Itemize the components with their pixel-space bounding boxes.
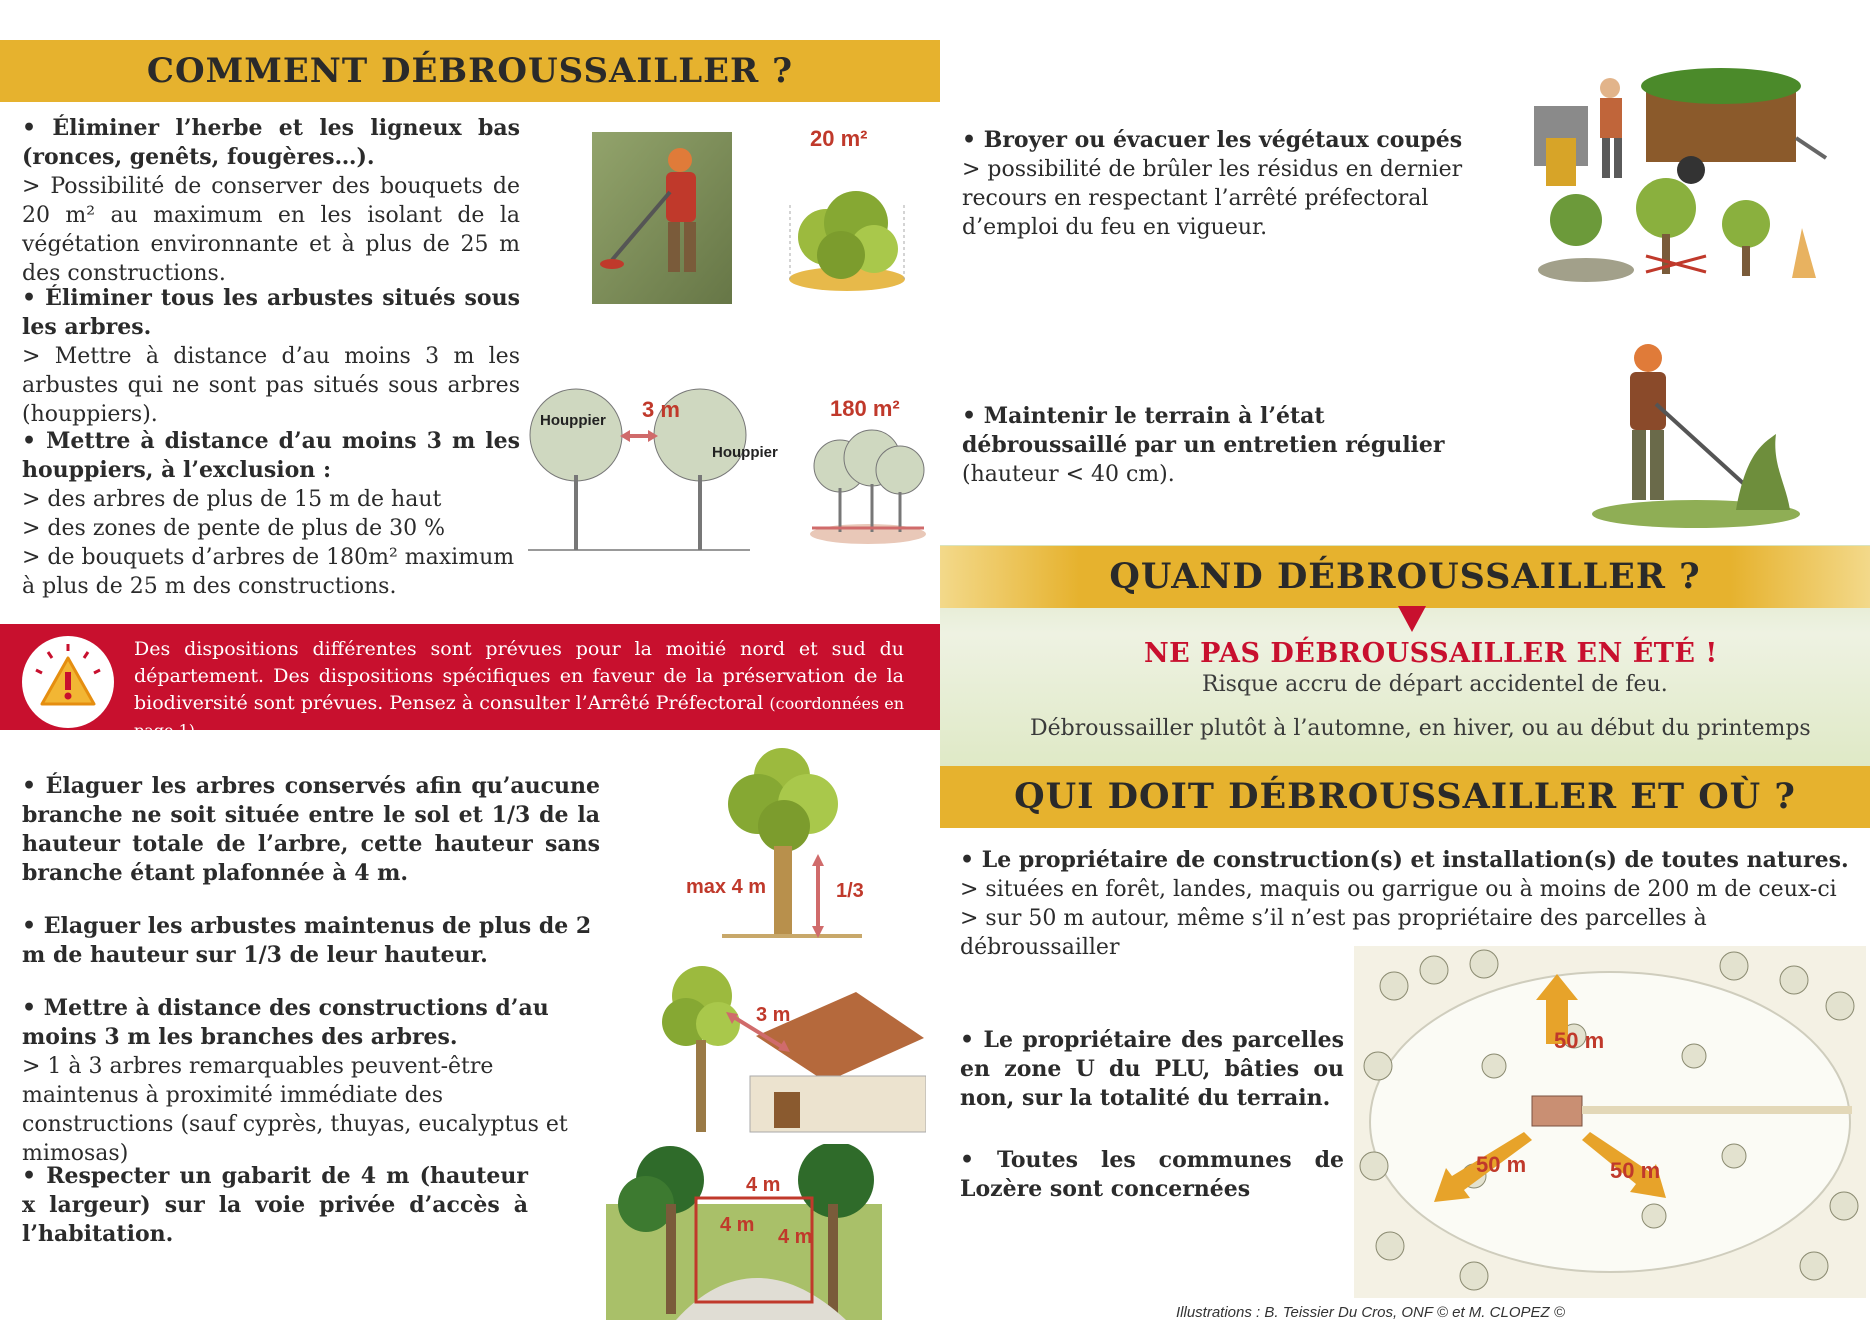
label-1-3: 1/3	[836, 880, 864, 902]
comment-banner	[0, 40, 940, 102]
label-20m2: 20 m²	[810, 126, 868, 151]
block-head: • Éliminer l’herbe et les ligneux bas (ronces, genêts, fougères…).	[22, 115, 520, 170]
brushcutter-worker-illustration	[592, 132, 732, 304]
block-head: • Toutes les communes de Lozère sont concernées	[960, 1147, 1344, 1202]
label-50m-left: 50 m	[1476, 1152, 1527, 1177]
block-broyer	[962, 126, 1492, 242]
block-eliminer-herbe	[22, 114, 520, 288]
block-houppiers	[22, 427, 520, 601]
block-maintenir	[962, 402, 1492, 489]
block-proprietaire-parcelles	[960, 1026, 1344, 1113]
block-elaguer-arbustes	[22, 912, 600, 970]
tree-pruning-illustration	[722, 746, 872, 942]
label-3m: 3 m	[642, 397, 680, 422]
shredder-trailer-illustration	[1516, 58, 1828, 308]
bush-20m2-illustration	[786, 165, 908, 295]
houppiers-distance-illustration	[528, 380, 750, 555]
block-sub-line: > sur 50 m autour, même s’il n’est pas propriétaire des parcelles à débroussailler	[960, 906, 1707, 960]
block-sub: > Mettre à distance d’au moins 3 m les arbustes qui ne sont pas situés sous arbres (houppiers).	[22, 344, 520, 427]
block-head: • Élaguer les arbres conservés afin qu’aucune branche ne soit située entre le sol et 1/3 de la hauteur totale de l’arbre, cette hauteur sans branche étant plafonnée à 4 m.	[22, 773, 600, 886]
house-perimeter-illustration	[1354, 946, 1866, 1298]
block-proprietaire-construction	[960, 846, 1860, 962]
block-gabarit	[22, 1162, 528, 1249]
qui-title: QUI DOIT DÉBROUSSAILLER ET OÙ ?	[1014, 776, 1796, 817]
block-head: • Maintenir le terrain à l’état débroussaillé par un entretien régulier	[962, 403, 1445, 458]
quand-title: QUAND DÉBROUSSAILLER ?	[1109, 556, 1701, 597]
label-gabarit-right: 4 m	[778, 1226, 813, 1248]
block-sub: > possibilité de brûler les résidus en dernier recours en respectant l’arrêté préfectoral d’emploi du feu en vigueur.	[962, 157, 1463, 240]
qui-banner	[940, 766, 1870, 828]
alert-banner	[0, 624, 940, 740]
alert-text	[134, 636, 904, 744]
label-50m-right: 50 m	[1610, 1158, 1661, 1183]
block-head: • Mettre à distance des constructions d’au moins 3 m les branches des arbres.	[22, 995, 549, 1050]
block-sub-line: > situées en forêt, landes, maquis ou garrigue ou à moins de 200 m de ceux-ci	[960, 877, 1837, 902]
alert-main: Des dispositions différentes sont prévues pour la moitié nord et sud du département. Des dispositions spécifiques en faveur de la préservation de la biodiversité sont prévues. Pensez à consulter l’Arrêté Préfectoral	[134, 638, 904, 714]
block-sub-line: > des zones de pente de plus de 30 %	[22, 516, 445, 541]
label-houppier-1: Houppier	[540, 412, 606, 429]
label-gabarit-top: 4 m	[746, 1174, 781, 1196]
block-head: • Respecter un gabarit de 4 m (hauteur x largeur) sur la voie privée d’accès à l’habitation.	[22, 1163, 528, 1247]
block-sub-line: > de bouquets d’arbres de 180m² maximum à plus de 25 m des constructions.	[22, 545, 515, 599]
label-180m2: 180 m²	[830, 396, 900, 421]
block-head: • Le propriétaire des parcelles en zone U du PLU, bâties ou non, sur la totalité du terrain.	[960, 1027, 1344, 1111]
label-gabarit-left: 4 m	[720, 1214, 755, 1236]
block-sub: > 1 à 3 arbres remarquables peuvent-être maintenus à proximité immédiate des constructions (sauf cyprès, thuyas, eucalyptus et mimosas)	[22, 1054, 568, 1166]
warning-icon	[22, 636, 114, 728]
block-distance-constructions	[22, 994, 600, 1168]
block-communes	[960, 1146, 1344, 1204]
block-head: • Broyer ou évacuer les végétaux coupés	[962, 127, 1463, 153]
block-head: • Mettre à distance d’au moins 3 m les houppiers, à l’exclusion :	[22, 428, 520, 483]
alert-icon-circle	[22, 636, 114, 728]
block-head: • Le propriétaire de construction(s) et installation(s) de toutes natures.	[960, 847, 1849, 873]
block-sub-line: > des arbres de plus de 15 m de haut	[22, 487, 442, 512]
block-head: • Elaguer les arbustes maintenus de plus de 2 m de hauteur sur 1/3 de leur hauteur.	[22, 913, 592, 968]
block-eliminer-arbustes	[22, 284, 520, 429]
label-50m-top: 50 m	[1554, 1028, 1605, 1053]
advice-text: Débroussailler plutôt à l’automne, en hiver, ou au début du printemps	[1030, 716, 1811, 741]
comment-title: COMMENT DÉBROUSSAILLER ?	[146, 51, 794, 91]
illustration-credits: Illustrations : B. Teissier Du Cros, ONF © et M. CLOPEZ ©	[1176, 1304, 1565, 1321]
block-sub: > Possibilité de conserver des bouquets de 20 m² au maximum en les isolant de la végétation environnante et à plus de 25 m des constructions.	[22, 174, 520, 286]
alert-small: (coordonnées en page 1).	[134, 694, 905, 740]
maintenance-worker-illustration	[1586, 334, 1800, 530]
down-arrow-icon	[1398, 606, 1426, 632]
quand-banner	[940, 546, 1870, 608]
tree-house-illustration	[656, 952, 926, 1136]
label-max-4m: max 4 m	[686, 876, 767, 898]
label-houppier-2: Houppier	[712, 444, 778, 461]
label-house-3m: 3 m	[756, 1004, 791, 1026]
summer-warning: NE PAS DÉBROUSSAILLER EN ÉTÉ !	[1144, 638, 1718, 669]
block-elaguer-arbres	[22, 772, 600, 888]
block-head: • Éliminer tous les arbustes situés sous les arbres.	[22, 285, 520, 340]
block-sub: (hauteur < 40 cm).	[962, 462, 1175, 487]
risk-text: Risque accru de départ accidentel de feu.	[1202, 672, 1668, 697]
bouquet-180m2-illustration	[806, 428, 930, 546]
